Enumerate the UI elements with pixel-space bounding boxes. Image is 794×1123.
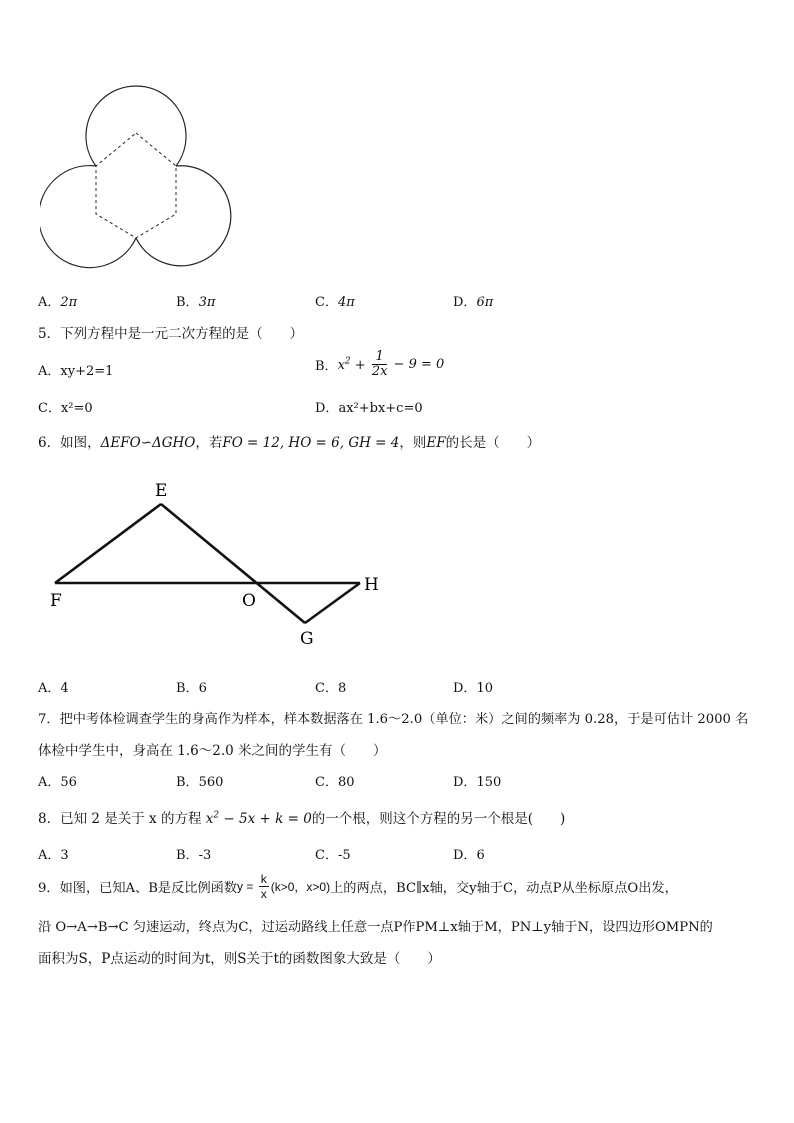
q7-line-2: 体检中学生中，身高在 1.6～2.0 米之间的学生有（ ）	[38, 743, 387, 759]
q7-line-1: 7．把中考体检调查学生的身高作为样本，样本数据落在 1.6～2.0（单位：米）之间的频率为 0.28，于是可估计 2000 名	[38, 712, 749, 727]
q4-left-circle	[40, 166, 136, 268]
q7-option-d: D．150	[453, 775, 502, 790]
q5-fraction: $\frac{1}{2x}$	[371, 349, 388, 379]
q6-segment-gh	[305, 583, 360, 623]
q4-figure	[40, 85, 240, 275]
q4-option-c: C．4π	[315, 295, 355, 310]
q8-option-a: A．3	[38, 848, 69, 863]
q6-stem: 6．如图，ΔEFO∽ΔGHO，若FO = 12, HO = 6, GH = 4，则EF的长是（ ）	[38, 435, 541, 451]
q4-option-a: A．2π	[38, 295, 78, 310]
q8-option-c: C．-5	[315, 848, 351, 863]
q6-label-o: O	[242, 591, 256, 611]
q5-option-c: C．x²=0	[38, 401, 93, 416]
q7-option-b: B．560	[176, 775, 224, 790]
q4-dashed-hexagon	[96, 133, 176, 238]
q4-option-b: B．3π	[176, 295, 216, 310]
q8-option-b: B．-3	[176, 848, 212, 863]
q7-option-a: A．56	[38, 775, 77, 790]
q4-top-circle	[86, 86, 186, 166]
q5-option-d: D．ax²+bx+c=0	[315, 401, 423, 416]
q8-option-d: D．6	[453, 848, 485, 863]
q6-segment-fe	[55, 504, 161, 583]
q9-line-1: 9．如图，已知A、B是反比例函数y = $\frac{k}{x}$ (k>0，x>0)上的两点，BC∥x轴，交y轴于C，动点P从坐标原点O出发，	[38, 872, 678, 901]
q6-option-d: D．10	[453, 681, 493, 696]
q6-label-e: E	[155, 481, 168, 501]
q6-label-h: H	[364, 575, 379, 595]
q5-option-b: B．$x^2$ + $\frac{1}{2x}$ − 9 = 0	[315, 349, 445, 379]
q5-stem: 5．下列方程中是一元二次方程的是（ ）	[38, 326, 304, 342]
q6-option-a: A．4	[38, 681, 69, 696]
q9-function-fraction: $\frac{k}{x}$	[260, 872, 267, 901]
q6-figure	[40, 478, 400, 650]
q4-option-d: D．6π	[453, 295, 494, 310]
q8-stem: 8．已知 2 是关于 x 的方程 $x^2 - 5x + k = 0$的一个根，则这个方程的另一个根是( )	[38, 810, 566, 827]
q6-label-g: G	[300, 629, 314, 649]
q5-option-a: A．xy+2=1	[38, 364, 114, 379]
q7-option-c: C．80	[315, 775, 355, 790]
q4-right-circle	[136, 166, 231, 266]
q6-option-c: C．8	[315, 681, 347, 696]
q6-segment-eg	[161, 504, 305, 623]
q9-line-2: 沿 O→A→B→C 匀速运动，终点为C，过运动路线上任意一点P作PM⊥x轴于M，PN⊥y轴于N，设四边形OMPN的	[38, 920, 713, 935]
q9-line-3: 面积为S，P点运动的时间为t，则S关于t的函数图象大致是（ ）	[38, 951, 441, 967]
q6-label-f: F	[50, 591, 62, 611]
q6-option-b: B．6	[176, 681, 207, 696]
